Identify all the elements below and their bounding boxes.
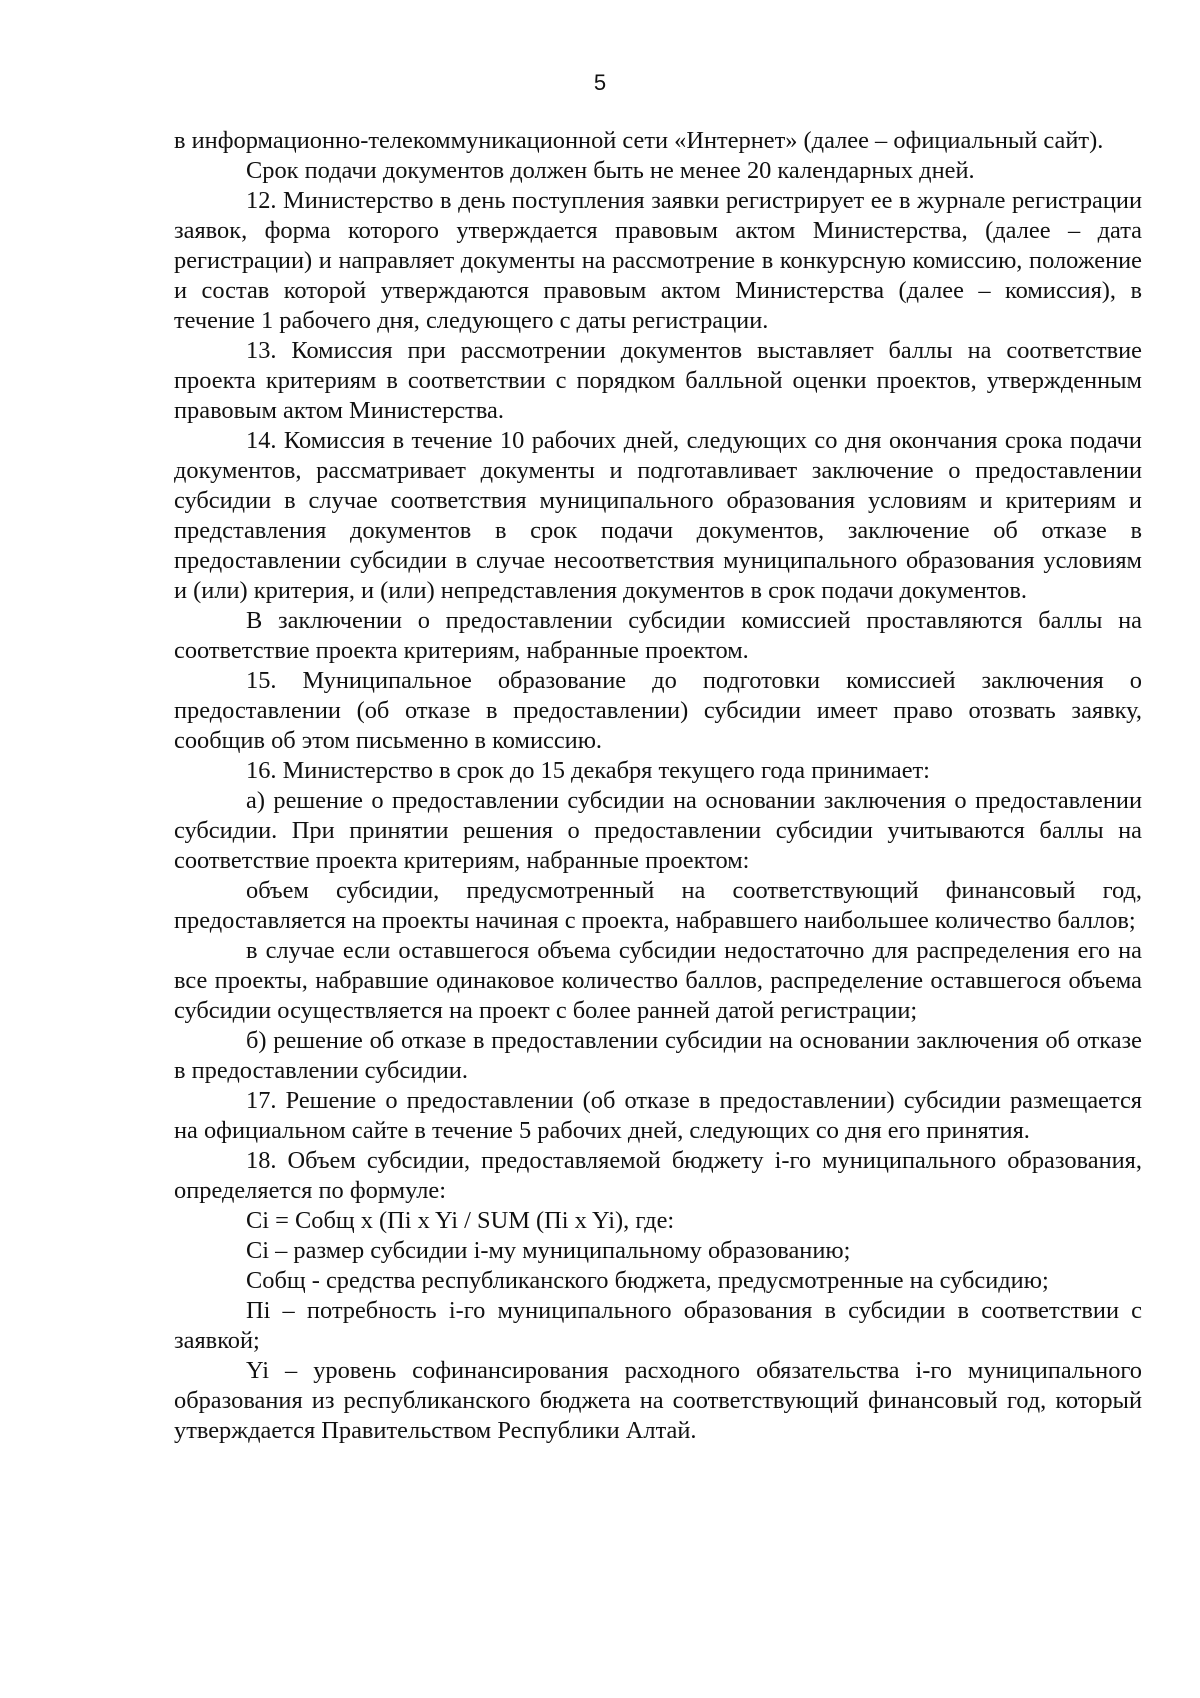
paragraph-18: 18. Объем субсидии, предоставляемой бюджету i-го муниципального образования, определяется по формуле: (174, 1147, 1142, 1204)
paragraph-14-scores: В заключении о предоставлении субсидии комиссией проставляются баллы на соответствие проекта критериям, набранные проектом. (174, 607, 1142, 664)
paragraph-continuation: в информационно-телекоммуникационной сети «Интернет» (далее – официальный сайт). (174, 127, 1104, 154)
formula-definition-yi: Yi – уровень софинансирования расходного обязательства i-го муниципального образования из республиканского бюджета на соответствующий финансовый год, который утверждается Правительством Республики Алтай. (174, 1357, 1142, 1444)
paragraph-16: 16. Министерство в срок до 15 декабря текущего года принимает: (246, 757, 930, 784)
formula: Ci = Cобщ x (Пi x Yi / SUM (Пi x Yi), где: (246, 1207, 675, 1234)
paragraph-16-b: б) решение об отказе в предоставлении субсидии на основании заключения об отказе в предоставлении субсидии. (174, 1027, 1142, 1084)
formula-definition-cobsch: Cобщ - средства республиканского бюджета, предусмотренные на субсидию; (246, 1267, 1049, 1294)
formula-definition-pi: Пi – потребность i-го муниципального образования в субсидии в соответствии с заявкой; (174, 1297, 1142, 1354)
paragraph-16-a: а) решение о предоставлении субсидии на основании заключения о предоставлении субсидии. При принятии решения о предоставлении субсидии учитываются баллы на соответствие проекта критериям, набранные проектом: (174, 787, 1142, 874)
paragraph-14: 14. Комиссия в течение 10 рабочих дней, следующих со дня окончания срока подачи документов, рассматривает документы и подготавливает заключение о предоставлении субсидии в случае соответствия муниципального образования условиям и критериям и представления документов в срок подачи документов, заключение об отказе в предоставлении субсидии в случае несоответствия муниципального образования условиям и (или) критерия, и (или) непредставления документов в срок подачи документов. (174, 427, 1142, 604)
page-number: 5 (593, 70, 607, 95)
paragraph-13: 13. Комиссия при рассмотрении документов выставляет баллы на соответствие проекта критериям в соответствии с порядком балльной оценки проектов, утвержденным правовым актом Министерства. (174, 337, 1142, 424)
paragraph-submission-deadline: Срок подачи документов должен быть не менее 20 календарных дней. (246, 157, 975, 184)
formula-definition-ci: Ci – размер субсидии i-му муниципальному образованию; (246, 1237, 851, 1264)
document-body (174, 126, 1142, 1446)
paragraph-12: 12. Министерство в день поступления заявки регистрирует ее в журнале регистрации заявок, форма которого утверждается правовым актом Министерства, (далее – дата регистрации) и направляет документы на рассмотрение в конкурсную комиссию, положение и состав которой утверждаются правовым актом Министерства (далее – комиссия), в течение 1 рабочего дня, следующего с даты регистрации. (174, 187, 1142, 334)
paragraph-17: 17. Решение о предоставлении (об отказе в предоставлении) субсидии размещается на официальном сайте в течение 5 рабочих дней, следующих со дня его принятия. (174, 1087, 1142, 1144)
paragraph-15: 15. Муниципальное образование до подготовки комиссией заключения о предоставлении (об отказе в предоставлении) субсидии имеет право отозвать заявку, сообщив об этом письменно в комиссию. (174, 667, 1142, 754)
paragraph-16-a-volume: объем субсидии, предусмотренный на соответствующий финансовый год, предоставляется на проекты начиная с проекта, набравшего наибольшее количество баллов; (174, 877, 1142, 934)
paragraph-16-a-remaining: в случае если оставшегося объема субсидии недостаточно для распределения его на все проекты, набравшие одинаковое количество баллов, распределение оставшегося объема субсидии осуществляется на проект с более ранней датой регистрации; (174, 937, 1142, 1024)
